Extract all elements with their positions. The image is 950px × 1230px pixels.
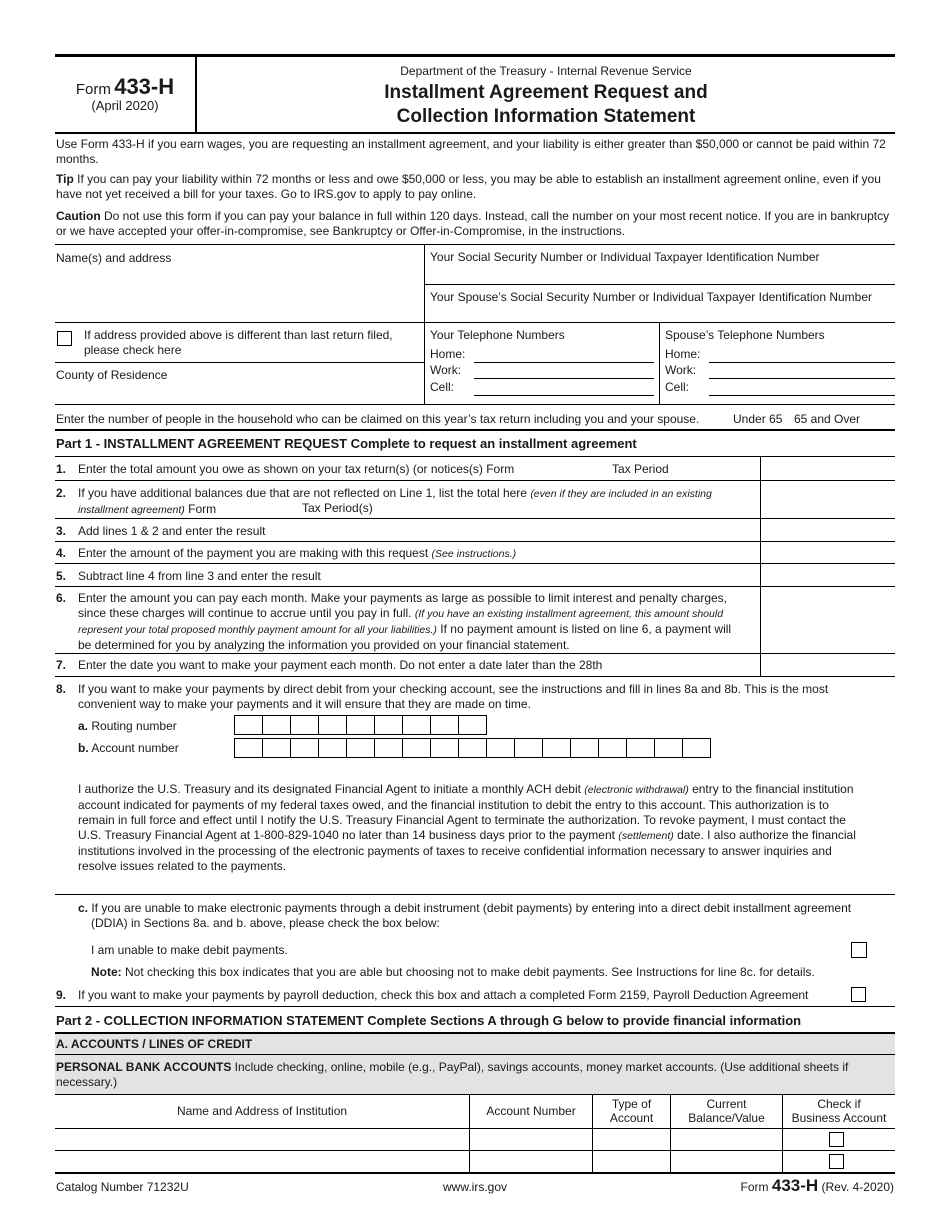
agency-name: Department of the Treasury - Internal Revenue Service	[400, 64, 692, 78]
under65-label: Under 65	[733, 412, 783, 426]
row2-account-field[interactable]	[470, 1151, 591, 1171]
info-mid-rule	[55, 322, 895, 323]
info-divider	[424, 244, 425, 404]
spouse-work-label: Work:	[665, 363, 697, 377]
spouse-ssn-label: Your Spouse’s Social Security Number or Individual Taxpayer Identification Number	[430, 290, 873, 304]
form-id: Form 433-H	[75, 74, 175, 99]
over65-label: 65 and Over	[794, 412, 861, 426]
line5-number: 5.	[56, 569, 67, 583]
catalog-number: Catalog Number 71232U	[56, 1180, 189, 1194]
line1-number: 1.	[56, 462, 67, 476]
row1-institution-field[interactable]	[56, 1129, 468, 1150]
row2-institution-field[interactable]	[56, 1151, 468, 1171]
caution-paragraph: Caution Do not use this form if you can pay your balance in full within 120 days. Instead, call the number on your most recent notice. If you are in bankruptcy or we have accepted your offer-in-compromise, see Bankruptcy or Offer-in-Compromise, in the instructions.	[56, 209, 890, 238]
household-label: Enter the number of people in the household who can be claimed on this year’s tax return including you and your spouse.	[56, 412, 700, 426]
line7-number: 7.	[56, 658, 67, 672]
spouse-home-field[interactable]	[709, 362, 895, 363]
line9-number: 9.	[56, 988, 67, 1002]
spouse-work-field[interactable]	[709, 378, 895, 379]
your-phones-label: Your Telephone Numbers	[430, 328, 565, 342]
footer-form-id: Form 433-H (Rev. 4-2020)	[740, 1176, 894, 1195]
line1-period-label: Tax Period	[612, 462, 669, 476]
line3-number: 3.	[56, 524, 67, 538]
line1-amount-field[interactable]	[761, 457, 895, 480]
name-address-label: Name(s) and address	[56, 251, 172, 265]
address-change-checkbox[interactable]	[57, 331, 72, 346]
part1-title: Part 1 - INSTALLMENT AGREEMENT REQUEST Complete to request an installment agreement	[56, 436, 637, 451]
line2-amount-field[interactable]	[761, 481, 895, 518]
account-label: b. Account number	[78, 741, 179, 755]
spouse-home-label: Home:	[665, 347, 701, 361]
header-bottom-rule	[55, 132, 895, 134]
row1-balance-field[interactable]	[671, 1129, 781, 1150]
your-home-field[interactable]	[474, 362, 654, 363]
ach-authorization-text: I authorize the U.S. Treasury and its designated Financial Agent to initiate a monthly ACH debit (electronic withdrawal) entry to the financial institution account indicated for payments of my federal taxes owed, and the financial institution to debit the entry to this account. This authorization is to remain in full force and effect until I notify the U.S. Treasury Financial Agent to terminate the authorization. To revoke payment, I must contact the U.S. Treasury Financial Agent at 1-800-829-1040 no later than 14 business days prior to the payment (settlement) date. I also authorize the financial institutions involved in the processing of the electronic payments of taxes to receive confidential information necessary to answer inquiries and resolve issues related to the payments.	[78, 782, 856, 873]
county-label: County of Residence	[56, 368, 168, 382]
col-header-business: Check if Business Account	[791, 1097, 887, 1125]
unable-debit-label: I am unable to make debit payments.	[91, 943, 288, 957]
line3-label: Add lines 1 & 2 and enter the result	[78, 524, 266, 538]
line2-number: 2.	[56, 486, 67, 500]
intro-paragraph: Use Form 433-H if you earn wages, you are requesting an installment agreement, and your liability is either greater than $50,000 or cannot be paid within 72 months.	[56, 137, 886, 166]
county-top-line	[55, 362, 424, 363]
line3-amount-field[interactable]	[761, 519, 895, 541]
line7-label: Enter the date you want to make your payment each month. Do not enter a date later than the 28th	[78, 658, 603, 672]
form-title-line2: Collection Information Statement	[396, 106, 696, 127]
part2-top-rule	[55, 1006, 895, 1007]
website-link[interactable]: www.irs.gov	[442, 1180, 507, 1194]
line6-amount-field[interactable]	[761, 587, 895, 653]
line4-amount-field[interactable]	[761, 542, 895, 563]
line1-label: Enter the total amount you owe as shown on your tax return(s) (or notices(s) Form	[78, 462, 515, 476]
your-work-field[interactable]	[474, 378, 654, 379]
spouse-cell-label: Cell:	[665, 380, 690, 394]
line8-number: 8.	[56, 682, 67, 696]
spouse-cell-field[interactable]	[709, 395, 895, 396]
form-title-line1: Installment Agreement Request and	[384, 82, 708, 103]
line8c-note: Note: Not checking this box indicates that you are able but choosing not to make debit payments. See Instructions for line 8c. for details.	[91, 965, 815, 979]
line7-date-field[interactable]	[761, 654, 895, 676]
top-rule	[55, 54, 895, 57]
section-a-title: A. ACCOUNTS / LINES OF CREDIT	[56, 1037, 253, 1051]
your-cell-field[interactable]	[474, 395, 654, 396]
routing-label: a. Routing number	[78, 719, 177, 733]
your-work-label: Work:	[430, 363, 462, 377]
bank-accounts-heading: PERSONAL BANK ACCOUNTS Include checking, online, mobile (e.g., PayPal), savings accounts, money market accounts. (Use additional sheets if necessary.)	[56, 1060, 849, 1089]
row2-balance-field[interactable]	[671, 1151, 781, 1171]
routing-number-boxes[interactable]	[234, 715, 487, 735]
address-change-label: If address provided above is different than last return filed, please check here	[84, 328, 393, 357]
part2-title: Part 2 - COLLECTION INFORMATION STATEMENT Complete Sections A through G below to provide financial information	[56, 1013, 802, 1028]
line6-label: Enter the amount you can pay each month. Make your payments as large as possible to limit interest and penalty charges, since these charges will continue to accrue until you pay in full. (If you have an existing installment agreement, this amount should represent your total proposed monthly payment amount for all your liabilities.) If no payment amount is listed on line 6, a payment will be determined for you by analyzing the information you provided on your financial statement.	[78, 591, 732, 652]
line7-rule	[55, 676, 895, 677]
line8c-label: c. If you are unable to make electronic payments through a debit instrument (debit payments) by entering into a direct debit installment agreement (DDIA) in Sections 8a. and b. above, please check the box below:	[78, 901, 852, 930]
ssn-label: Your Social Security Number or Individual Taxpayer Identification Number	[430, 250, 820, 264]
unable-debit-checkbox[interactable]	[851, 942, 867, 958]
line4-number: 4.	[56, 546, 67, 560]
col-header-type: Type of Account	[609, 1097, 654, 1125]
row2-business-checkbox[interactable]	[829, 1154, 844, 1169]
line2-label: If you have additional balances due that are not reflected on Line 1, list the total here (even if they are included in an existing installment agreement) Form	[78, 486, 712, 516]
col-header-institution: Name and Address of Institution	[176, 1104, 348, 1118]
col-header-balance: Current Balance/Value	[688, 1097, 765, 1125]
line5-label: Subtract line 4 from line 3 and enter the result	[78, 569, 321, 583]
col-header-account-number: Account Number	[486, 1104, 576, 1118]
row1-account-field[interactable]	[470, 1129, 591, 1150]
line2-periods-label: Tax Period(s)	[302, 501, 373, 515]
table-bottom-rule	[55, 1172, 895, 1174]
row1-business-checkbox[interactable]	[829, 1132, 844, 1147]
form-date: (April 2020)	[91, 98, 159, 113]
line5-amount-field[interactable]	[761, 564, 895, 586]
your-home-label: Home:	[430, 347, 466, 361]
info-top-rule	[55, 244, 895, 245]
account-number-boxes[interactable]	[234, 738, 711, 758]
line6-number: 6.	[56, 591, 67, 605]
row2-type-field[interactable]	[593, 1151, 669, 1171]
tip-paragraph: Tip If you can pay your liability within 72 months or less and owe $50,000 or less, you may be able to establish an installment agreement online, even if you have not yet received a bill for your taxes. Go to IRS.gov to apply to pay online.	[56, 172, 881, 201]
line8c-top-rule	[55, 894, 895, 895]
household-top-rule	[55, 404, 895, 405]
spouse-phones-label: Spouse’s Telephone Numbers	[665, 328, 825, 342]
payroll-deduction-checkbox[interactable]	[851, 987, 866, 1002]
line9-label: If you want to make your payments by payroll deduction, check this box and attach a completed Form 2159, Payroll Deduction Agreement	[78, 988, 809, 1002]
line8-label: If you want to make your payments by direct debit from your checking account, see the instructions and fill in lines 8a and 8b. This is the most convenient way to make your payments and it will ensure that they are made on time.	[78, 682, 829, 711]
line4-label: Enter the amount of the payment you are making with this request (See instructions.)	[78, 546, 517, 560]
phones-divider	[659, 322, 660, 404]
your-cell-label: Cell:	[430, 380, 455, 394]
form-number: 433-H	[114, 74, 175, 99]
ssn-line	[424, 284, 895, 285]
table-top-rule	[55, 1094, 895, 1095]
part1-top-rule	[55, 429, 895, 431]
row1-type-field[interactable]	[593, 1129, 669, 1150]
